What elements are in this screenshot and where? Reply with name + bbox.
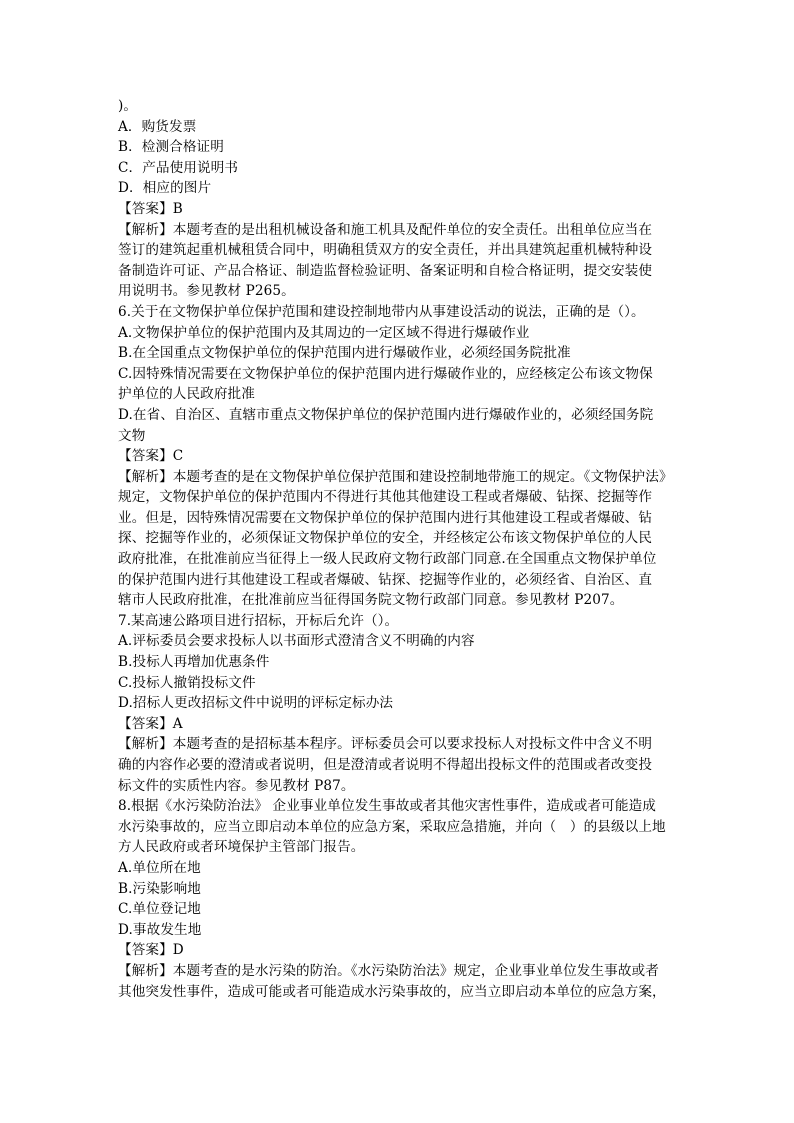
text-line: 确的内容作必要的澄清或者说明，但是澄清或者说明不得超出投标文件的范围或者改变投 — [118, 757, 653, 773]
text-line: 文物 — [118, 427, 146, 444]
text-line: B.在全国重点文物保护单位的保护范围内进行爆破作业，必须经国务院批准 — [118, 345, 571, 362]
document-body — [118, 96, 678, 1002]
text-line: C.单位登记地 — [118, 901, 201, 918]
text-line: 【答案】A — [118, 715, 183, 732]
text-line: B．检测合格证明 — [118, 139, 224, 156]
text-line: 护单位的人民政府批准 — [118, 386, 255, 403]
text-line: A.单位所在地 — [118, 859, 201, 876]
text-line: D．相应的图片 — [118, 180, 212, 197]
text-line: 8.根据《水污染防治法》 企业事业单位发生事故或者其他灾害性事件，造成或者可能造成 — [118, 798, 656, 815]
text-line: D.在省、自治区、直辖市重点文物保护单位的保护范围内进行爆破作业的，必须经国务院 — [118, 406, 654, 423]
text-line: 用说明书。参见教材 P265。 — [118, 283, 295, 300]
text-line: B.污染影响地 — [118, 880, 201, 897]
text-line: )。 — [118, 98, 138, 114]
text-line: 【答案】D — [118, 942, 184, 959]
text-line: A.评标委员会要求投标人以书面形式澄清含义不明确的内容 — [118, 633, 475, 650]
text-line: 【解析】本题考查的是出租机械设备和施工机具及配件单位的安全责任。出租单位应当在 — [118, 221, 653, 238]
text-line: 业。但是，因特殊情况需要在文物保护单位的保护范围内进行其他建设工程或者爆破、钻 — [118, 509, 653, 526]
text-line: 【解析】本题考查的是在文物保护单位保护范围和建设控制地带施工的规定。《文物保护法》 — [118, 468, 673, 485]
text-line: 【答案】B — [118, 200, 183, 217]
text-line: 探、挖掘等作业的，必须保证文物保护单位的安全，并经核定公布该文物保护单位的人民 — [118, 530, 653, 547]
text-line: 水污染事故的，应当立即启动本单位的应急方案，采取应急措施，并向（ ）的县级以上地 — [118, 818, 666, 835]
text-line: 【解析】本题考查的是招标基本程序。评标委员会可以要求投标人对投标文件中含义不明 — [118, 736, 653, 753]
text-line: 的保护范围内进行其他建设工程或者爆破、钻探、挖掘等作业的，必须经省、自治区、直 — [118, 571, 653, 588]
text-line: 签订的建筑起重机械租赁合同中，明确租赁双方的安全责任，并出具建筑起重机械特种设 — [118, 242, 653, 259]
text-line: 6.关于在文物保护单位保护范围和建设控制地带内从事建设活动的说法，正确的是（）。 — [118, 303, 645, 320]
text-line: 方人民政府或者环境保护主管部门报告。 — [118, 839, 365, 856]
text-line: D.招标人更改招标文件中说明的评标定标办法 — [118, 695, 394, 712]
text-line: A.文物保护单位的保护范围内及其周边的一定区域不得进行爆破作业 — [118, 324, 530, 341]
text-line: C．产品使用说明书 — [118, 159, 239, 176]
text-line: C.因特殊情况需要在文物保护单位的保护范围内进行爆破作业的，应经核定公布该文物保 — [118, 365, 653, 382]
text-line: 规定，文物保护单位的保护范围内不得进行其他其他建设工程或者爆破、钻探、挖掘等作 — [118, 489, 653, 506]
text-line: 7.某高速公路项目进行招标，开标后允许（）。 — [118, 612, 399, 629]
text-line: 其他突发性事件，造成可能或者可能造成水污染事故的，应当立即启动本单位的应急方案， — [118, 983, 666, 1000]
text-line: 标文件的实质性内容。参见教材 P87。 — [118, 777, 355, 794]
text-line: 政府批准，在批准前应当征得上一级人民政府文物行政部门同意.在全国重点文物保护单位 — [118, 551, 657, 568]
text-line: 辖市人民政府批准，在批准前应当征得国务院文物行政部门同意。参见教材 P207。 — [118, 592, 624, 609]
text-line: 【解析】本题考查的是水污染的防治。《水污染防治法》规定，企业事业单位发生事故或者 — [118, 962, 659, 979]
text-line: B.投标人再增加优惠条件 — [118, 654, 270, 671]
text-line: A．购货发票 — [118, 118, 197, 135]
text-line: 【答案】C — [118, 448, 184, 465]
text-line: 备制造许可证、产品合格证、制造监督检验证明、备案证明和自检合格证明，提交安装使 — [118, 262, 653, 279]
text-line: C.投标人撤销投标文件 — [118, 674, 256, 691]
text-line: D.事故发生地 — [118, 921, 202, 938]
